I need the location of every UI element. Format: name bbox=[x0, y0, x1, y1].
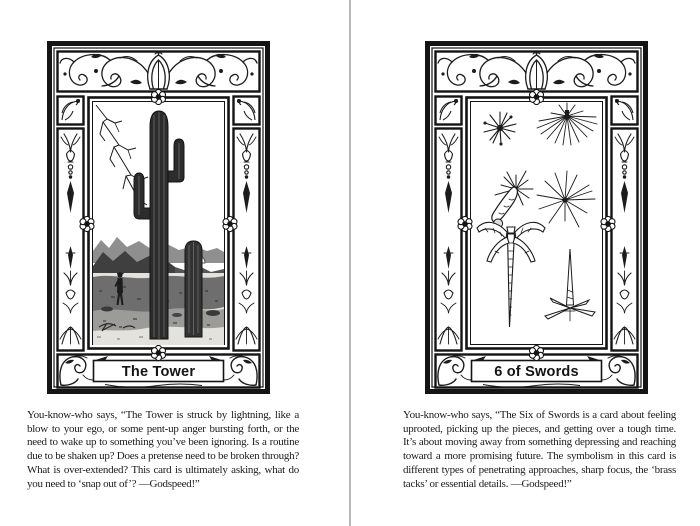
card-title-the-tower: The Tower bbox=[121, 363, 196, 380]
spiked-club bbox=[492, 171, 533, 228]
starburst-long bbox=[537, 171, 595, 227]
spiny-forms-illustration bbox=[471, 101, 602, 345]
caltrop-spike bbox=[545, 249, 595, 321]
ray-fan bbox=[537, 103, 597, 145]
card-caption-the-tower: You-know-who says, “The Tower is struck by lightning, like a blow to your ego, or some pent-up anger bursting forth, or the need to wake up to something you’ve been ignoring. Is a routine due to be shaken up? Does a pretense need to be broken through? What is over-extended? This card is ultimately asking, what do you need to ‘snap out of’? —Godspeed!” bbox=[27, 409, 299, 490]
tarot-card-the-tower bbox=[47, 41, 270, 394]
card-title-6-of-swords: 6 of Swords bbox=[494, 363, 579, 380]
lightning-cactus-illustration bbox=[93, 101, 224, 345]
card-caption-6-of-swords: You-know-who says, “The Six of Swords is a card about feeling uprooted, picking up the pieces, and getting over a tough time. It’s about moving away from something depressing and reaching toward a more promising future. The symbolism in this card is different types of penetrating approaches, sharp focus, the ‘brass tacks’ or essential details. —Godspeed!” bbox=[403, 409, 676, 490]
starburst-small bbox=[484, 112, 516, 145]
tarot-card-6-of-swords bbox=[425, 41, 648, 394]
anchor-spicule bbox=[477, 222, 545, 327]
page-divider bbox=[349, 0, 351, 526]
